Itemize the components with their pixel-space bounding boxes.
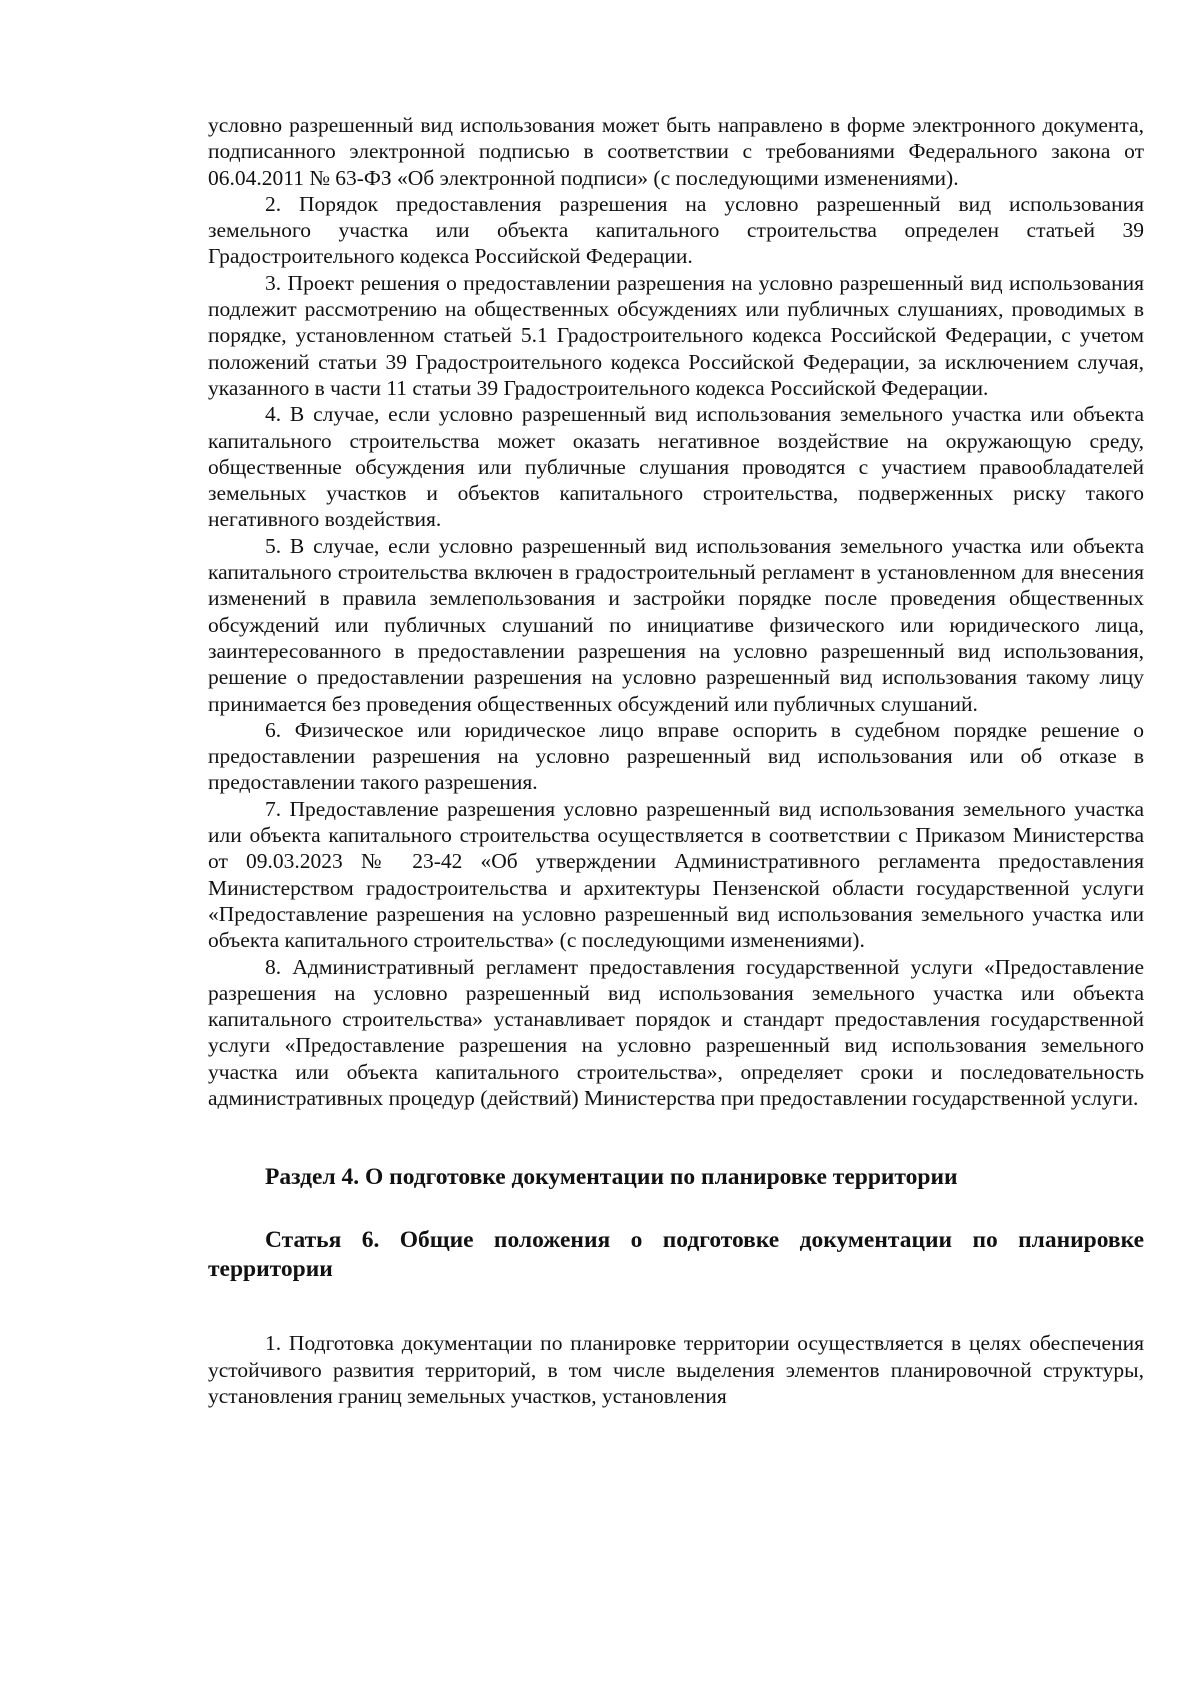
list-item: 3. Проект решения о предоставлении разрешения на условно разрешенный вид использования подлежит рассмотрению на общественных обсуждениях или публичных слушаниях, проводимых в порядке, установленном статьей 5.1 Градостроительного кодекса Российской Федерации, с учетом положений статьи 39 Градостроительного кодекса Российской Федерации, за исключением случая, указанного в части 11 статьи 39 Градостроительного кодекса Российской Федерации. <box>208 270 1144 400</box>
document-page <box>208 112 1144 1672</box>
list-item: 4. В случае, если условно разрешенный вид использования земельного участка или объекта капитального строительства может оказать негативное воздействие на окружающую среду, общественные обсуждения или публичные слушания проводятся с участием правообладателей земельных участков и объектов капитального строительства, подверженных риску такого негативного воздействия. <box>208 402 1144 532</box>
list-item: 2. Порядок предоставления разрешения на условно разрешенный вид использования земельного участка или объекта капитального строительства определен статьей 39 Градостроительного кодекса Российской Федерации. <box>208 191 1144 269</box>
list-item: 8. Административный регламент предоставления государственной услуги «Предоставление разрешения на условно разрешенный вид использования земельного участка или объекта капитального строительства» устанавливает порядок и стандарт предоставления государственной услуги «Предоставление разрешения на условно разрешенный вид использования земельного участка или объекта капитального строительства», определяет сроки и последовательность административных процедур (действий) Министерства при предоставлении государственной услуги. <box>208 954 1144 1110</box>
list-item: 7. Предоставление разрешения условно разрешенный вид использования земельного участка или объекта капитального строительства осуществляется в соответствии с Приказом Министерства от 09.03.2023 № 23-42 «Об утверждении Административного регламента предоставления Министерством градостроительства и архитектуры Пензенской области государственной услуги «Предоставление разрешения на условно разрешенный вид использования земельного участка или объекта капитального строительства» (с последующими изменениями). <box>208 796 1144 953</box>
list-item: 5. В случае, если условно разрешенный вид использования земельного участка или объекта капитального строительства включен в градостроительный регламент в установленном для внесения изменений в правила землепользования и застройки порядке после проведения общественных обсуждений или публичных слушаний по инициативе физического или юридического лица, заинтересованного в предоставлении разрешения на условно разрешенный вид использования, решение о предоставлении разрешения на условно разрешенный вид использования такому лицу принимается без проведения общественных обсуждений или публичных слушаний. <box>208 533 1144 716</box>
list-item: 6. Физическое или юридическое лицо вправе оспорить в судебном порядке решение о предоставлении разрешения на условно разрешенный вид использования или об отказе в предоставлении такого разрешения. <box>208 717 1144 795</box>
section-heading: Раздел 4. О подготовке документации по планировке территории <box>265 1164 958 1191</box>
intro-paragraph: условно разрешенный вид использования может быть направлено в форме электронного документа, подписанного электронной подписью в соответствии с требованиями Федерального закона от 06.04.2011 № 63-ФЗ «Об электронной подписи» (с последующими изменениями). <box>208 113 1144 190</box>
article-item: 1. Подготовка документации по планировке территории осуществляется в целях обеспечения устойчивого развития территорий, в том числе выделения элементов планировочной структуры, установления границ земельных участков, установления <box>208 1331 1144 1408</box>
article-heading: Статья 6. Общие положения о подготовке документации по планировке территории <box>208 1227 1144 1283</box>
